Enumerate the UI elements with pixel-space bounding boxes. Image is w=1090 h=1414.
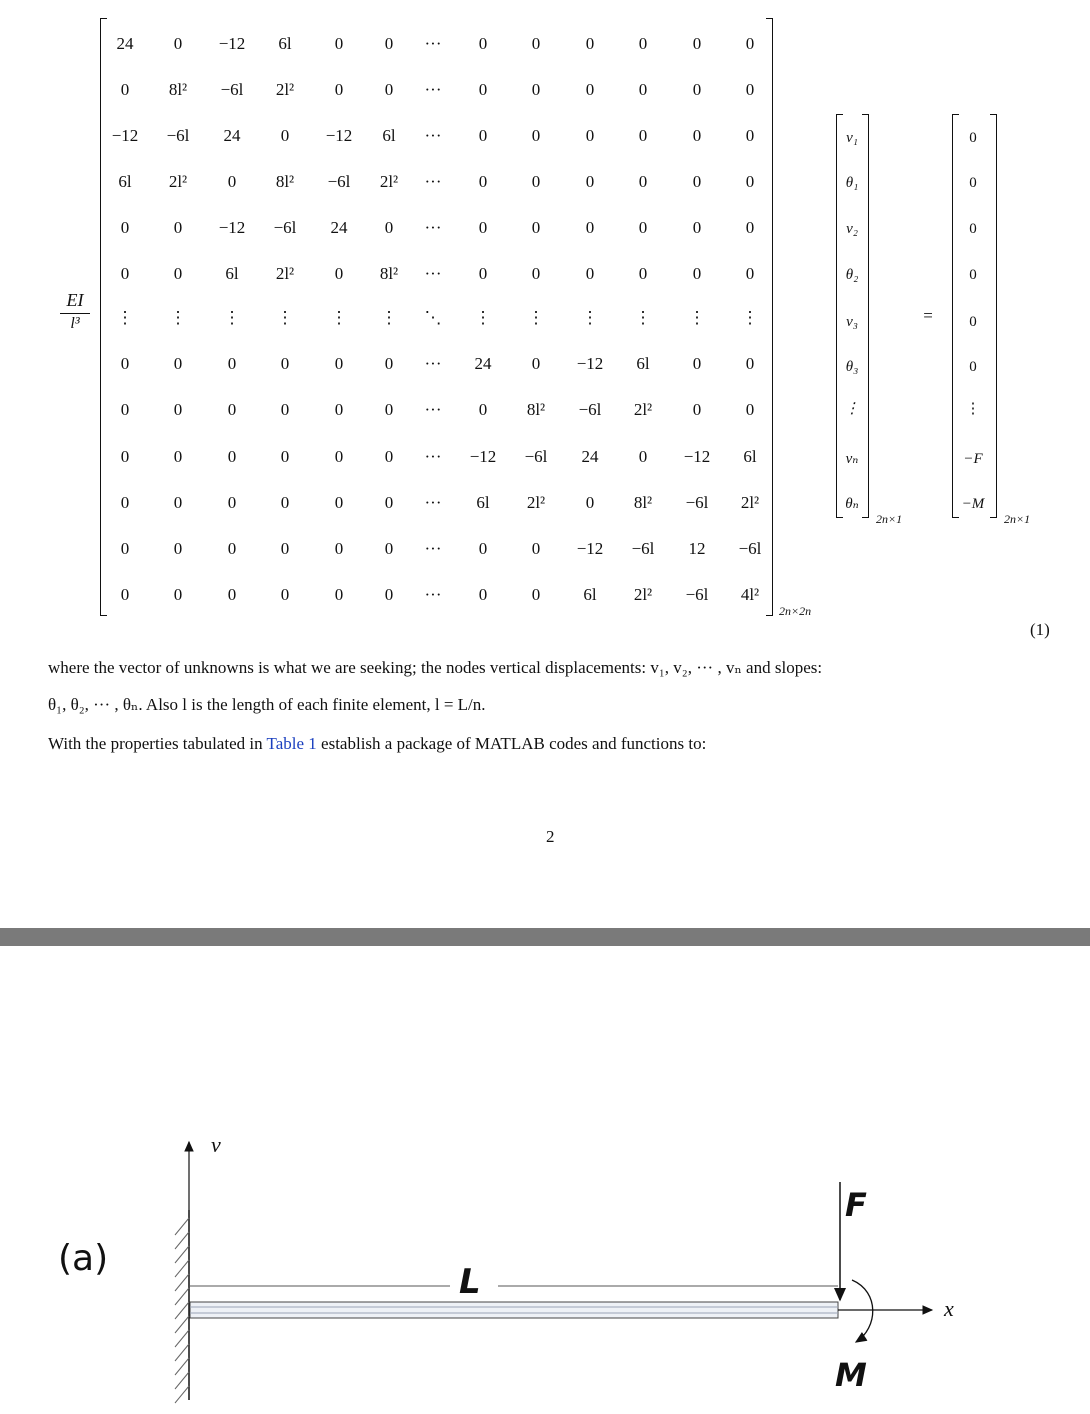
prefactor-fraction-bar — [60, 313, 90, 314]
page-number: 2 — [546, 827, 555, 846]
rhs-entry: −M — [961, 496, 985, 512]
matrix-cell: 4l² — [740, 585, 760, 604]
matrix-cell: 0 — [692, 264, 702, 283]
matrix-cell: 0 — [227, 354, 237, 373]
rhs-entry: 0 — [969, 130, 977, 146]
matrix-cell: 0 — [227, 400, 237, 419]
matrix-cell: −6l — [327, 172, 351, 191]
matrix-cell: ⋮ — [527, 308, 545, 327]
matrix-cell: 0 — [692, 172, 702, 191]
matrix-cell: 2l² — [275, 264, 295, 283]
matrix-cell: 0 — [384, 539, 394, 558]
matrix-cell: 0 — [173, 354, 183, 373]
matrix-cell: −12 — [469, 447, 497, 466]
unknowns-left-bracket — [836, 114, 843, 518]
matrix-cell: ⋱ — [424, 308, 442, 327]
matrix-cell: 0 — [384, 493, 394, 512]
matrix-cell: 0 — [692, 126, 702, 145]
beam — [190, 1302, 838, 1318]
unknown-entry: θ₃ — [845, 359, 859, 375]
matrix-cell: 2l² — [526, 493, 546, 512]
matrix-cell: −12 — [683, 447, 711, 466]
rhs-entry: 0 — [969, 267, 977, 283]
matrix-cell: 0 — [120, 354, 130, 373]
matrix-cell: 6l — [382, 126, 396, 145]
matrix-cell: 6l — [225, 264, 239, 283]
matrix-cell: 24 — [223, 126, 241, 145]
matrix-cell: −6l — [578, 400, 602, 419]
matrix-cell: 0 — [227, 493, 237, 512]
matrix-cell: 8l² — [526, 400, 546, 419]
matrix-cell: ··· — [424, 539, 442, 558]
matrix-cell: ⋮ — [380, 308, 398, 327]
matrix-cell: 0 — [173, 264, 183, 283]
matrix-cell: 0 — [745, 218, 755, 237]
unknown-entry: v₁ — [846, 130, 858, 146]
matrix-cell: 0 — [120, 447, 130, 466]
matrix-cell: 0 — [531, 80, 541, 99]
matrix-cell: 0 — [334, 585, 344, 604]
matrix-cell: 0 — [531, 585, 541, 604]
matrix-cell: ⋮ — [634, 308, 652, 327]
matrix-cell: 0 — [173, 400, 183, 419]
matrix-cell: 6l — [278, 34, 292, 53]
rhs-size-label: 2n×1 — [1004, 512, 1031, 526]
moment-arrow — [852, 1280, 873, 1342]
matrix-cell: 24 — [330, 218, 348, 237]
unknown-entry: v₂ — [846, 221, 858, 237]
matrix-cell: 0 — [334, 264, 344, 283]
rhs-entry: 0 — [969, 221, 977, 237]
unknowns-size-label: 2n×1 — [876, 512, 903, 526]
matrix-cell: 0 — [585, 218, 595, 237]
matrix-cell: ⋮ — [474, 308, 492, 327]
matrix-cell: 0 — [384, 34, 394, 53]
matrix-cell: 0 — [478, 172, 488, 191]
text-line-3-post: establish a package of MATLAB codes and functions to: — [316, 734, 707, 753]
matrix-cell: −6l — [631, 539, 655, 558]
matrix-cell: 24 — [581, 447, 599, 466]
matrix-cell: 0 — [280, 400, 290, 419]
matrix-cell: 0 — [531, 539, 541, 558]
matrix-cell: 0 — [692, 34, 702, 53]
matrix-cell: 0 — [227, 447, 237, 466]
equals-sign: = — [923, 306, 933, 325]
matrix-cell: ··· — [424, 80, 442, 99]
matrix-cell: 0 — [745, 80, 755, 99]
matrix-cell: ··· — [424, 218, 442, 237]
matrix-cell: 0 — [745, 354, 755, 373]
matrix-cell: 0 — [585, 172, 595, 191]
text-line-3-pre: With the properties tabulated in — [48, 734, 267, 753]
unknowns-right-bracket — [862, 114, 869, 518]
rhs-left-bracket — [952, 114, 959, 518]
matrix-cell: 0 — [585, 34, 595, 53]
matrix-cell: ··· — [424, 400, 442, 419]
table-1-link[interactable]: Table 1 — [266, 734, 317, 753]
matrix-cell: 2l² — [633, 585, 653, 604]
matrix-cell: 0 — [478, 126, 488, 145]
matrix-cell: ⋮ — [581, 308, 599, 327]
matrix-cell: 0 — [120, 218, 130, 237]
page-divider — [0, 928, 1090, 946]
matrix-cell: ··· — [424, 493, 442, 512]
matrix-cell: 0 — [334, 539, 344, 558]
rhs-entry: 0 — [969, 314, 977, 330]
matrix-cell: 0 — [120, 80, 130, 99]
matrix-cell: 0 — [384, 400, 394, 419]
matrix-cell: 0 — [280, 493, 290, 512]
matrix-cell: 0 — [384, 354, 394, 373]
matrix-cell: 0 — [478, 539, 488, 558]
matrix-cell: 2l² — [168, 172, 188, 191]
unknown-entry: θ₂ — [845, 267, 859, 283]
matrix-cell: 0 — [692, 354, 702, 373]
matrix-cell: 0 — [227, 172, 237, 191]
matrix-cell: ⋮ — [276, 308, 294, 327]
cantilever-beam-diagram — [0, 1120, 1090, 1410]
matrix-cell: 0 — [692, 80, 702, 99]
matrix-cell: 0 — [531, 172, 541, 191]
text-line-1: where the vector of unknowns is what we are seeking; the nodes vertical displacements: v₁, v₂, ··· , vₙ and slopes: — [48, 658, 823, 677]
matrix-cell: 0 — [531, 218, 541, 237]
matrix-cell: 2l² — [633, 400, 653, 419]
panel-label: (a) — [58, 1238, 109, 1279]
matrix-cell: 0 — [120, 539, 130, 558]
axis-x-label: x — [944, 1296, 954, 1321]
prefactor-denominator: l³ — [70, 315, 80, 332]
matrix-cell: 0 — [384, 80, 394, 99]
matrix-cell: 0 — [227, 539, 237, 558]
matrix-cell: 0 — [334, 493, 344, 512]
matrix-cell: 0 — [334, 34, 344, 53]
matrix-cell: 6l — [636, 354, 650, 373]
matrix-cell: 6l — [743, 447, 757, 466]
matrix-cell: ⋮ — [688, 308, 706, 327]
matrix-cell: 0 — [478, 218, 488, 237]
matrix-cell: 0 — [745, 264, 755, 283]
matrix-size-label: 2n×2n — [779, 604, 812, 618]
matrix-cell: −6l — [273, 218, 297, 237]
matrix-cell: 0 — [173, 585, 183, 604]
matrix-cell: 0 — [478, 585, 488, 604]
matrix-cell: −12 — [576, 354, 604, 373]
matrix-cell: −12 — [576, 539, 604, 558]
matrix-cell: 0 — [280, 354, 290, 373]
rhs-entry: 0 — [969, 359, 977, 375]
matrix-cell: ··· — [424, 264, 442, 283]
matrix-cell: 0 — [280, 126, 290, 145]
matrix-cell: 0 — [334, 400, 344, 419]
fixed-wall-support — [175, 1210, 189, 1403]
matrix-cell: −12 — [111, 126, 139, 145]
matrix-cell: 24 — [474, 354, 492, 373]
matrix-cell: 0 — [173, 218, 183, 237]
matrix-cell: 6l — [476, 493, 490, 512]
matrix-cell: −6l — [685, 493, 709, 512]
matrix-cell: ⋮ — [169, 308, 187, 327]
matrix-cell: −12 — [218, 218, 246, 237]
force-label: F — [845, 1186, 867, 1224]
matrix-cell: ··· — [424, 354, 442, 373]
matrix-cell: −12 — [218, 34, 246, 53]
matrix-cell: 0 — [478, 34, 488, 53]
matrix-cell: −6l — [524, 447, 548, 466]
matrix-cell: 2l² — [740, 493, 760, 512]
matrix-cell: 0 — [585, 126, 595, 145]
matrix-cell: 0 — [120, 493, 130, 512]
matrix-cell: 0 — [585, 493, 595, 512]
matrix-cell: 0 — [638, 447, 648, 466]
matrix-cell: 0 — [227, 585, 237, 604]
matrix-cell: 0 — [692, 400, 702, 419]
matrix-cell: ··· — [424, 172, 442, 191]
matrix-cell: 0 — [531, 264, 541, 283]
matrix-cell: 0 — [478, 400, 488, 419]
rhs-entry: ⋮ — [965, 401, 981, 417]
matrix-cell: 0 — [478, 264, 488, 283]
matrix-cell: 0 — [120, 400, 130, 419]
matrix-cell: 0 — [638, 172, 648, 191]
matrix-cell: ··· — [424, 126, 442, 145]
matrix-cell: ⋮ — [223, 308, 241, 327]
moment-label: M — [835, 1356, 867, 1394]
matrix-cell: 0 — [384, 447, 394, 466]
matrix-cell: 0 — [585, 80, 595, 99]
matrix-cell: 6l — [583, 585, 597, 604]
prefactor-numerator: EI — [66, 290, 84, 310]
matrix-left-bracket — [100, 18, 107, 616]
matrix-cell: 24 — [116, 34, 134, 53]
equation-number: (1) — [1030, 620, 1050, 639]
matrix-cell: −6l — [166, 126, 190, 145]
matrix-cell: 0 — [638, 80, 648, 99]
text-line-3 — [48, 732, 706, 756]
matrix-cell: 0 — [280, 539, 290, 558]
matrix-cell: 0 — [173, 447, 183, 466]
matrix-cell: 0 — [334, 447, 344, 466]
unknown-entry: θ₁ — [845, 175, 859, 191]
matrix-cell: 0 — [745, 34, 755, 53]
rhs-right-bracket — [990, 114, 997, 518]
matrix-cell: 0 — [692, 218, 702, 237]
matrix-cell: 0 — [384, 585, 394, 604]
matrix-cell: ··· — [424, 447, 442, 466]
matrix-cell: −6l — [220, 80, 244, 99]
matrix-cell: 12 — [688, 539, 706, 558]
matrix-right-bracket — [766, 18, 773, 616]
matrix-cell: 0 — [334, 80, 344, 99]
text-line-2: θ₁, θ₂, ··· , θₙ. Also l is the length of each finite element, l = L/n. — [48, 695, 486, 714]
matrix-cell: −12 — [325, 126, 353, 145]
matrix-cell: ⋮ — [741, 308, 759, 327]
length-label: L — [459, 1262, 481, 1302]
matrix-cell: 6l — [118, 172, 132, 191]
matrix-cell: 0 — [120, 585, 130, 604]
matrix-cell: 0 — [478, 80, 488, 99]
matrix-cell: 8l² — [275, 172, 295, 191]
matrix-cell: ··· — [424, 34, 442, 53]
matrix-cell: 0 — [531, 354, 541, 373]
matrix-cell: 0 — [638, 218, 648, 237]
matrix-cell: 0 — [745, 126, 755, 145]
matrix-cell: 8l² — [379, 264, 399, 283]
matrix-cell: 0 — [173, 34, 183, 53]
matrix-cell: ⋮ — [116, 308, 134, 327]
matrix-cell: 8l² — [633, 493, 653, 512]
matrix-cell: 2l² — [379, 172, 399, 191]
axis-v-label: v — [211, 1132, 221, 1157]
matrix-cell: 0 — [745, 400, 755, 419]
matrix-cell: 0 — [173, 539, 183, 558]
unknown-entry: v₃ — [846, 314, 858, 330]
matrix-cell: 0 — [384, 218, 394, 237]
matrix-cell: 0 — [638, 264, 648, 283]
matrix-cell: 0 — [280, 585, 290, 604]
matrix-cell: ⋮ — [330, 308, 348, 327]
unknown-entry: ⋮ — [844, 401, 860, 417]
matrix-cell: 2l² — [275, 80, 295, 99]
unknown-entry: vₙ — [845, 451, 859, 467]
matrix-cell: 0 — [638, 126, 648, 145]
matrix-cell: 0 — [120, 264, 130, 283]
unknown-entry: θₙ — [845, 496, 859, 512]
matrix-cell: 0 — [280, 447, 290, 466]
matrix-cell: 0 — [638, 34, 648, 53]
matrix-cell: 0 — [531, 126, 541, 145]
matrix-cell: −6l — [738, 539, 762, 558]
matrix-cell: 0 — [585, 264, 595, 283]
matrix-cell: −6l — [685, 585, 709, 604]
matrix-cell: 0 — [173, 493, 183, 512]
matrix-cell: 0 — [745, 172, 755, 191]
matrix-cell: ··· — [424, 585, 442, 604]
matrix-cell: 0 — [531, 34, 541, 53]
rhs-entry: −F — [963, 451, 983, 467]
matrix-cell: 0 — [334, 354, 344, 373]
matrix-cell: 8l² — [168, 80, 188, 99]
rhs-entry: 0 — [969, 175, 977, 191]
